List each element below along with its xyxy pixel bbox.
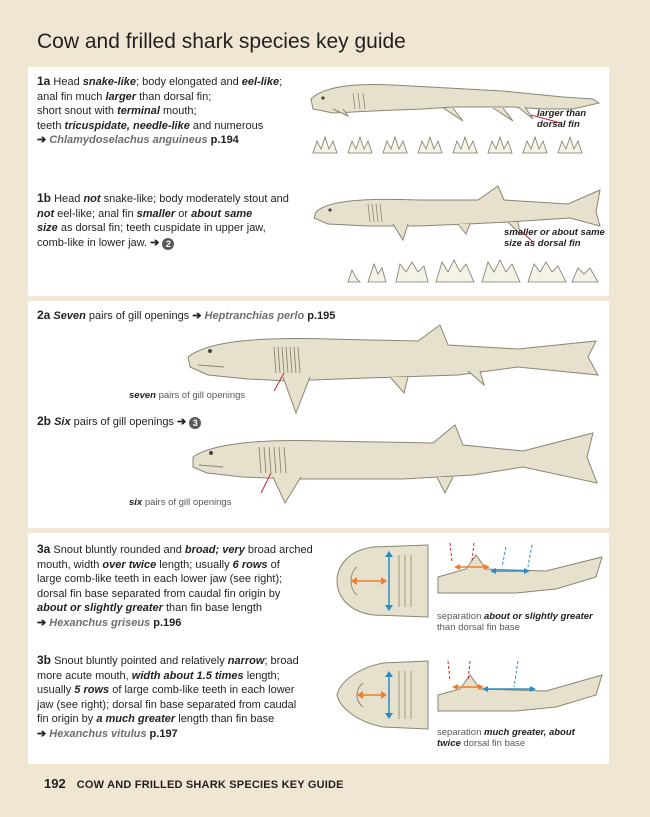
page-ref: p.194 xyxy=(210,134,239,146)
species-link[interactable]: Hexanchus vitulus xyxy=(49,727,147,740)
callout-separation-3b: separation much greater, about twice dorsal fin base xyxy=(437,727,575,749)
callout-seven-gills: seven pairs of gill openings xyxy=(129,390,246,401)
page-footer xyxy=(44,776,344,791)
frilled-shark-teeth xyxy=(313,137,582,153)
sixgill-shark-illustration-2b xyxy=(183,423,603,518)
callout-larger-than-dorsal: larger than dorsal fin xyxy=(537,108,587,130)
key-panel-3 xyxy=(28,533,609,764)
goto-step-badge[interactable]: 3 xyxy=(189,417,201,429)
species-link[interactable]: Chlamydoselachus anguineus xyxy=(49,134,208,146)
bluntnose-dorsal-fin-illustration xyxy=(436,537,606,613)
goto-step-badge[interactable]: 2 xyxy=(162,238,174,250)
species-link[interactable]: Hexanchus griseus xyxy=(49,616,151,629)
arrow-icon: ➔ xyxy=(150,236,160,249)
cow-shark-teeth xyxy=(348,260,598,282)
callout-smaller-about-same: smaller or about same size as dorsal fin xyxy=(504,227,605,249)
callout-six-gills: six pairs of gill openings xyxy=(129,497,232,508)
arrow-icon: ➔ xyxy=(37,134,47,146)
arrow-icon: ➔ xyxy=(37,616,47,629)
callout-separation-3a: separation about or slightly greater than dorsal fin base xyxy=(437,611,593,633)
entry-2b: 2b Six pairs of gill openings ➔ 3 xyxy=(37,414,201,430)
sharpnose-sevengill-illustration xyxy=(178,319,608,419)
arrow-icon: ➔ xyxy=(192,310,202,322)
bluntnose-head-ventral-illustration xyxy=(333,541,433,621)
key-panel-2 xyxy=(28,301,609,528)
page-title: Cow and frilled shark species key guide xyxy=(37,30,406,53)
entry-number: 1a xyxy=(37,74,51,88)
bigeye-dorsal-fin-illustration xyxy=(436,653,606,729)
arrow-icon: ➔ xyxy=(177,416,187,428)
species-link[interactable]: Heptranchias perlo xyxy=(204,310,305,322)
arrow-icon: ➔ xyxy=(37,727,47,740)
entry-1b: 1b Head not snake-like; body moderately stout and not eel-like; anal fin smaller or about same size as dorsal fin; teeth cuspidate in upper jaw, comb-like in lower jaw. ➔ 2 xyxy=(37,191,289,249)
bigeye-head-ventral-illustration xyxy=(333,655,433,735)
key-panel-1 xyxy=(28,67,609,296)
running-title: COW AND FRILLED SHARK SPECIES KEY GUIDE xyxy=(76,779,344,791)
entry-3b: 3b Snout bluntly pointed and relatively narrow; broad more acute mouth, width about 1.5 times length; usually 5 rows of large comb-like teeth in each lower jaw (see right); dorsal fin base separated from caudal fin origin by a much greater length than fin base ➔ Hexanchus vitulus p.197 xyxy=(37,653,299,740)
page-number: 192 xyxy=(44,776,66,791)
entry-1a: 1a Head snake-like; body elongated and eel-like; anal fin much larger than dorsal fin; short snout with terminal mouth; teeth tricuspidate, needle-like and numerous ➔ Chlamydoselachus anguineus p.194 xyxy=(37,74,283,146)
entry-3a: 3a Snout bluntly rounded and broad; very broad arched mouth, width over twice length; usually 6 rows of large comb-like teeth in each lower jaw (see right); dorsal fin base separated from caudal fin origin by about or slightly greater than fin base length ➔ Hexanchus griseus p.196 xyxy=(37,542,313,629)
entry-2a: 2a Seven pairs of gill openings ➔ Heptranchias perlo p.195 xyxy=(37,308,336,322)
